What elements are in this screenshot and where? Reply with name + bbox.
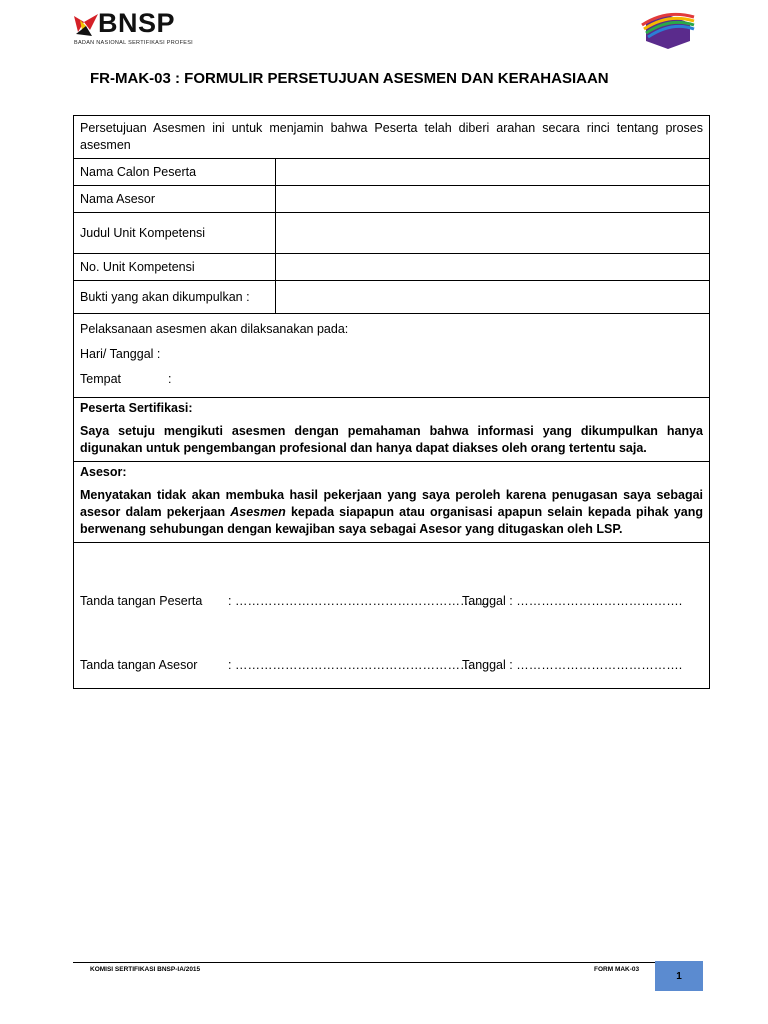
assessor-statement-start: Menyatakan tidak akan membuka hasil pekerjaan yang saya peroleh karena penugasan saya sebagai asesor dalam pekerjaan bbox=[80, 488, 704, 519]
page-title: FR-MAK-03 : FORMULIR PERSETUJUAN ASESMEN DAN KERAHASIAAN bbox=[90, 70, 609, 87]
assessor-signature-line bbox=[80, 657, 703, 685]
participant-heading: Peserta Sertifikasi: bbox=[80, 401, 193, 415]
participant-signature-field[interactable]: : ……………………………………………………. bbox=[228, 594, 489, 608]
field-label: Bukti yang akan dikumpulkan : bbox=[74, 281, 276, 314]
field-value-judul-unit[interactable] bbox=[276, 213, 710, 254]
intro-row bbox=[74, 116, 710, 159]
field-value-nama-calon-peserta[interactable] bbox=[276, 159, 710, 186]
schedule-place-colon: : bbox=[168, 372, 172, 386]
field-row bbox=[74, 213, 710, 254]
bnsp-emblem-icon bbox=[72, 12, 100, 38]
schedule-place bbox=[80, 371, 703, 388]
logo-subtitle: BADAN NASIONAL SERTIFIKASI PROFESI bbox=[74, 40, 194, 46]
page-number: 1 bbox=[655, 961, 703, 991]
schedule-date-label: Hari/ Tanggal : bbox=[80, 347, 161, 361]
participant-signature-label: Tanda tangan Peserta bbox=[80, 594, 203, 608]
field-label: No. Unit Kompetensi bbox=[74, 254, 276, 281]
participant-section bbox=[74, 398, 710, 462]
schedule-place-label: Tempat bbox=[80, 372, 121, 386]
participant-signature-line bbox=[80, 593, 703, 621]
assessor-signature-field[interactable]: : ………………………………………………… bbox=[228, 658, 473, 672]
assessor-statement-italic: Asesmen bbox=[230, 505, 286, 519]
field-value-nama-asesor[interactable] bbox=[276, 186, 710, 213]
participant-row bbox=[74, 398, 710, 462]
field-value-bukti[interactable] bbox=[276, 281, 710, 314]
field-row bbox=[74, 159, 710, 186]
logo-brand: BNSP bbox=[98, 8, 176, 38]
field-label: Judul Unit Kompetensi bbox=[74, 213, 276, 254]
field-value-no-unit[interactable] bbox=[276, 254, 710, 281]
lsp-emblem-icon bbox=[638, 5, 698, 53]
assessor-signature-label: Tanda tangan Asesor bbox=[80, 658, 198, 672]
footer-divider bbox=[73, 962, 657, 963]
schedule-intro: Pelaksanaan asesmen akan dilaksanakan pada: bbox=[80, 322, 349, 336]
assessor-row bbox=[74, 462, 710, 543]
participant-statement: Saya setuju mengikuti asesmen dengan pemahaman bahwa informasi yang dikumpulkan hanya digunakan untuk pengembangan profesional dan hanya dapat diakses oleh orang tertentu saja. bbox=[80, 424, 704, 455]
consent-form-table bbox=[73, 115, 710, 689]
footer-left-text: KOMISI SERTIFIKASI BNSP-IA/2015 bbox=[90, 966, 201, 973]
schedule-row bbox=[74, 314, 710, 398]
assessor-section bbox=[74, 462, 710, 543]
assessor-date-field[interactable]: Tanggal : …………………………………. bbox=[462, 658, 683, 672]
bnsp-logo bbox=[72, 8, 212, 50]
field-row bbox=[74, 186, 710, 213]
intro-text: Persetujuan Asesmen ini untuk menjamin bahwa Peserta telah diberi arahan secara rinci tentang proses asesmen bbox=[74, 116, 710, 159]
assessor-heading: Asesor: bbox=[80, 465, 127, 479]
footer-form-code: FORM MAK-03 bbox=[594, 966, 640, 973]
field-row bbox=[74, 254, 710, 281]
signature-row bbox=[74, 543, 710, 689]
assessor-statement bbox=[80, 487, 703, 538]
lsp-logo bbox=[638, 5, 698, 53]
field-label: Nama Asesor bbox=[74, 186, 276, 213]
field-label: Nama Calon Peserta bbox=[74, 159, 276, 186]
schedule-section bbox=[74, 314, 710, 398]
field-row bbox=[74, 281, 710, 314]
participant-date-field[interactable]: Tanggal : …………………………………. bbox=[462, 594, 683, 608]
signature-section bbox=[74, 543, 710, 689]
assessor-statement-end: kepada siapapun atau organisasi apapun selain kepada pihak yang berwenang sehubungan dengan kewajiban saya sebagai Asesor yang ditugaskan oleh LSP. bbox=[80, 505, 704, 536]
